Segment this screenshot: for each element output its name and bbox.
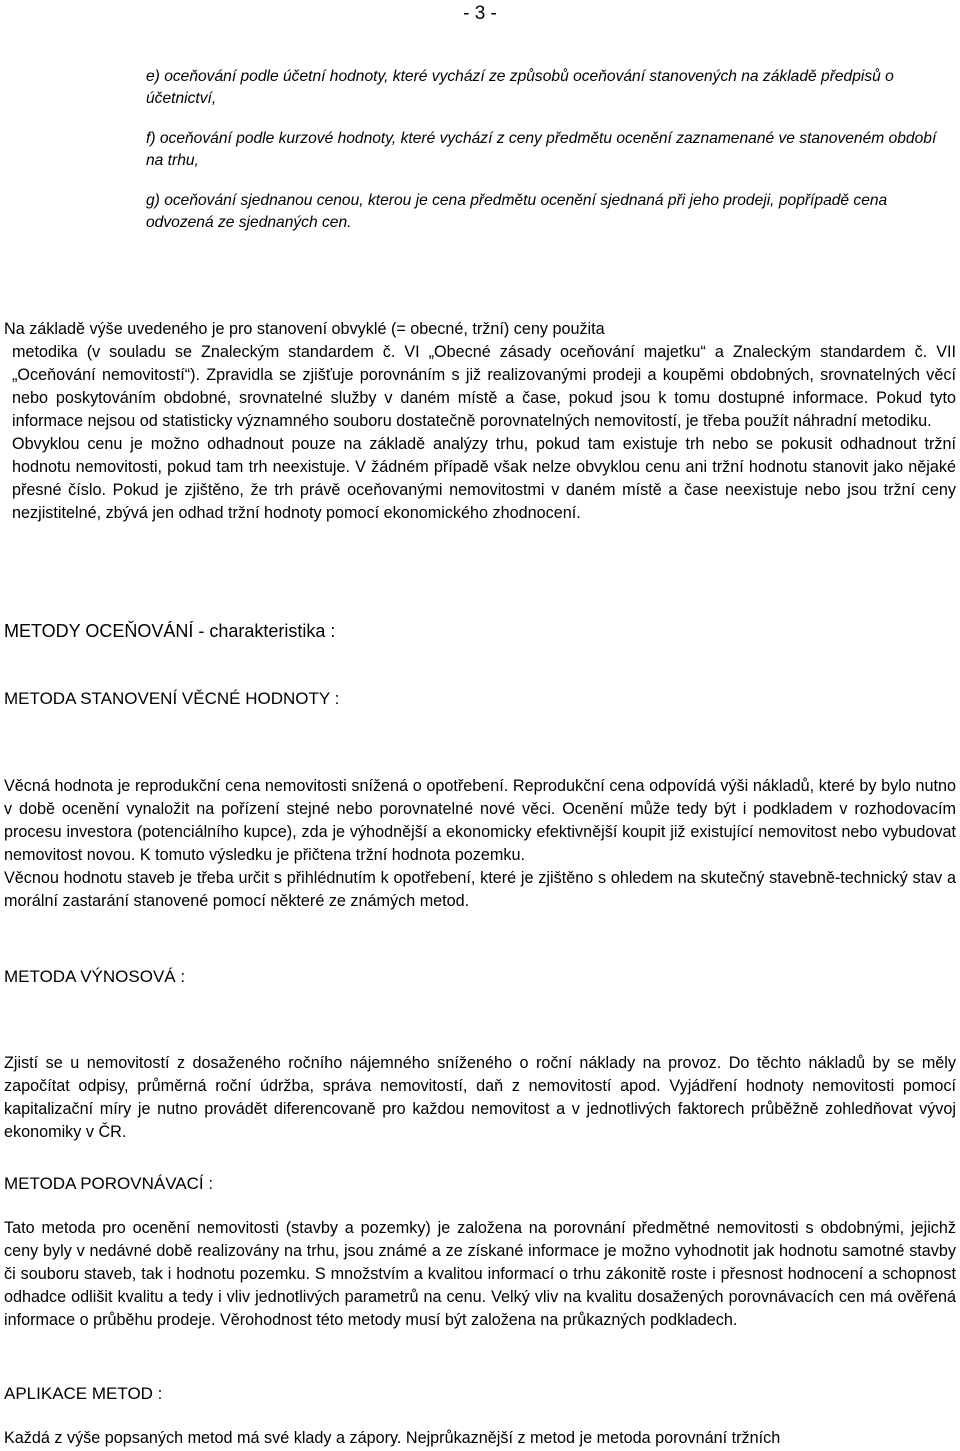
- heading-aplikace: APLIKACE METOD :: [4, 1384, 163, 1403]
- heading-vecna-hodnota: METODA STANOVENÍ VĚCNÉ HODNOTY :: [4, 689, 340, 708]
- list-item: g) oceňování sjednanou cenou, kterou je cena předmětu ocenění sjednaná při jeho prodeji, popřípadě cena odvozená ze sjednaných cen.: [146, 192, 888, 231]
- paragraph: Věcnou hodnotu staveb je třeba určit s přihlédnutím k opotřebení, které je zjištěno s ohledem na skutečný stavebně-technický stav a morální zastarání stanovené pomocí některé ze známých metod.: [4, 869, 956, 910]
- paragraph: Tato metoda pro ocenění nemovitosti (stavby a pozemky) je založena na porovnání předmětné nemovitosti s obdobnými, jejichž ceny byly v nedávné době realizovány na trhu, jsou známé a ze získané informace je možno vyhodnotit jak hodnotu samotné stavby či souboru staveb, tak i hodnotu pozemku. S množstvím a kvalitou informací o trhu zákonitě roste i přesnost hodnocení a schopnost odhadce odlišit kvalitu a tedy i vliv jednotlivých parametrů na cenu. Velký vliv na kvalitu dosažených porovnávacích cen má ověřená informace o průběhu prodeje. Věrohodnost této metody musí být založena na průkazných podkladech.: [4, 1219, 956, 1329]
- intro-paragraph: metodika (v souladu se Znaleckým standardem č. VI „Obecné zásady oceňování majetku“ a Znaleckým standardem č. VII „Oceňování nemovitostí“). Zpravidla se zjišťuje porovnáním s již realizovanými prodeji a koupěmi obdobných, srovnatelných věcí nebo poskytováním obdobné, srovnatelné služby v daném místě a čase, pokud jsou k tomu dostupné informace. Pokud tyto informace nejsou od statisticky významného souboru dostatečně porovnatelných nemovitostí, je třeba použít náhradní metodiku.: [12, 343, 956, 430]
- paragraph: Každá z výše popsaných metod má své klady a zápory. Nejprůkaznější z metod je metoda porovnání tržních: [4, 1429, 781, 1447]
- heading-vynosova: METODA VÝNOSOVÁ :: [4, 967, 186, 986]
- vecna-hodnota-section: [4, 775, 956, 913]
- porovnavaci-section: [4, 1217, 956, 1332]
- intro-paragraph-2: Obvyklou cenu je možno odhadnout pouze na základě analýzy trhu, pokud tam existuje trh nebo se pokusit odhadnout tržní hodnotu nemovitosti, pokud tam trh neexistuje. V žádném případě však nelze obvyklou cenu ani tržní hodnotu stanovit jako nějaké přesné číslo. Pokud je zjištěno, že trh právě oceňovanými nemovitostmi v daném místě a čase neexistuje nebo jsou tržní ceny nezjistitelné, zbývá jen odhad tržní hodnoty pomocí ekonomického zhodnocení.: [12, 435, 956, 522]
- main-heading: METODY OCEŇOVÁNÍ - charakteristika :: [4, 621, 336, 641]
- paragraph: Věcná hodnota je reprodukční cena nemovitosti snížená o opotřebení. Reprodukční cena odpovídá výši nákladů, které by bylo nutno v době ocenění vynaložit na pořízení stejné nebo porovnatelné nové věci. Ocenění může tedy být i podkladem v rozhodovacím procesu investora (potenciálního kupce), zda je výhodnější a ekonomicky efektivnější koupit již existující nemovitost nebo vybudovat nemovitost novou. K tomuto výsledku je přičtena tržní hodnota pozemku.: [4, 777, 956, 864]
- intro-section: [4, 318, 956, 525]
- vynosova-section: [4, 1052, 956, 1144]
- list-item: f) oceňování podle kurzové hodnoty, které vychází z ceny předmětu ocenění zaznamenané ve stanoveném období na trhu,: [146, 130, 937, 169]
- valuation-methods-list: [146, 66, 946, 252]
- paragraph: Zjistí se u nemovitostí z dosaženého ročního nájemného sníženého o roční náklady na provoz. Do těchto nákladů by se měly započítat odpisy, průměrná roční údržba, správa nemovitostí, daň z nemovitostí apod. Vyjádření hodnoty nemovitosti pomocí kapitalizační míry je nutno provádět diferencovaně pro každou nemovitost a v jednotlivých faktorech průběžně zohledňovat vývoj ekonomiky v ČR.: [4, 1054, 956, 1141]
- intro-first-line: Na základě výše uvedeného je pro stanovení obvyklé (= obecné, tržní) ceny použita: [4, 320, 605, 338]
- heading-porovnavaci: METODA POROVNÁVACÍ :: [4, 1174, 214, 1193]
- page-number: - 3 -: [463, 3, 497, 24]
- aplikace-section: [4, 1427, 956, 1450]
- list-item: e) oceňování podle účetní hodnoty, které vychází ze způsobů oceňování stanovených na základě předpisů o účetnictví,: [146, 68, 894, 107]
